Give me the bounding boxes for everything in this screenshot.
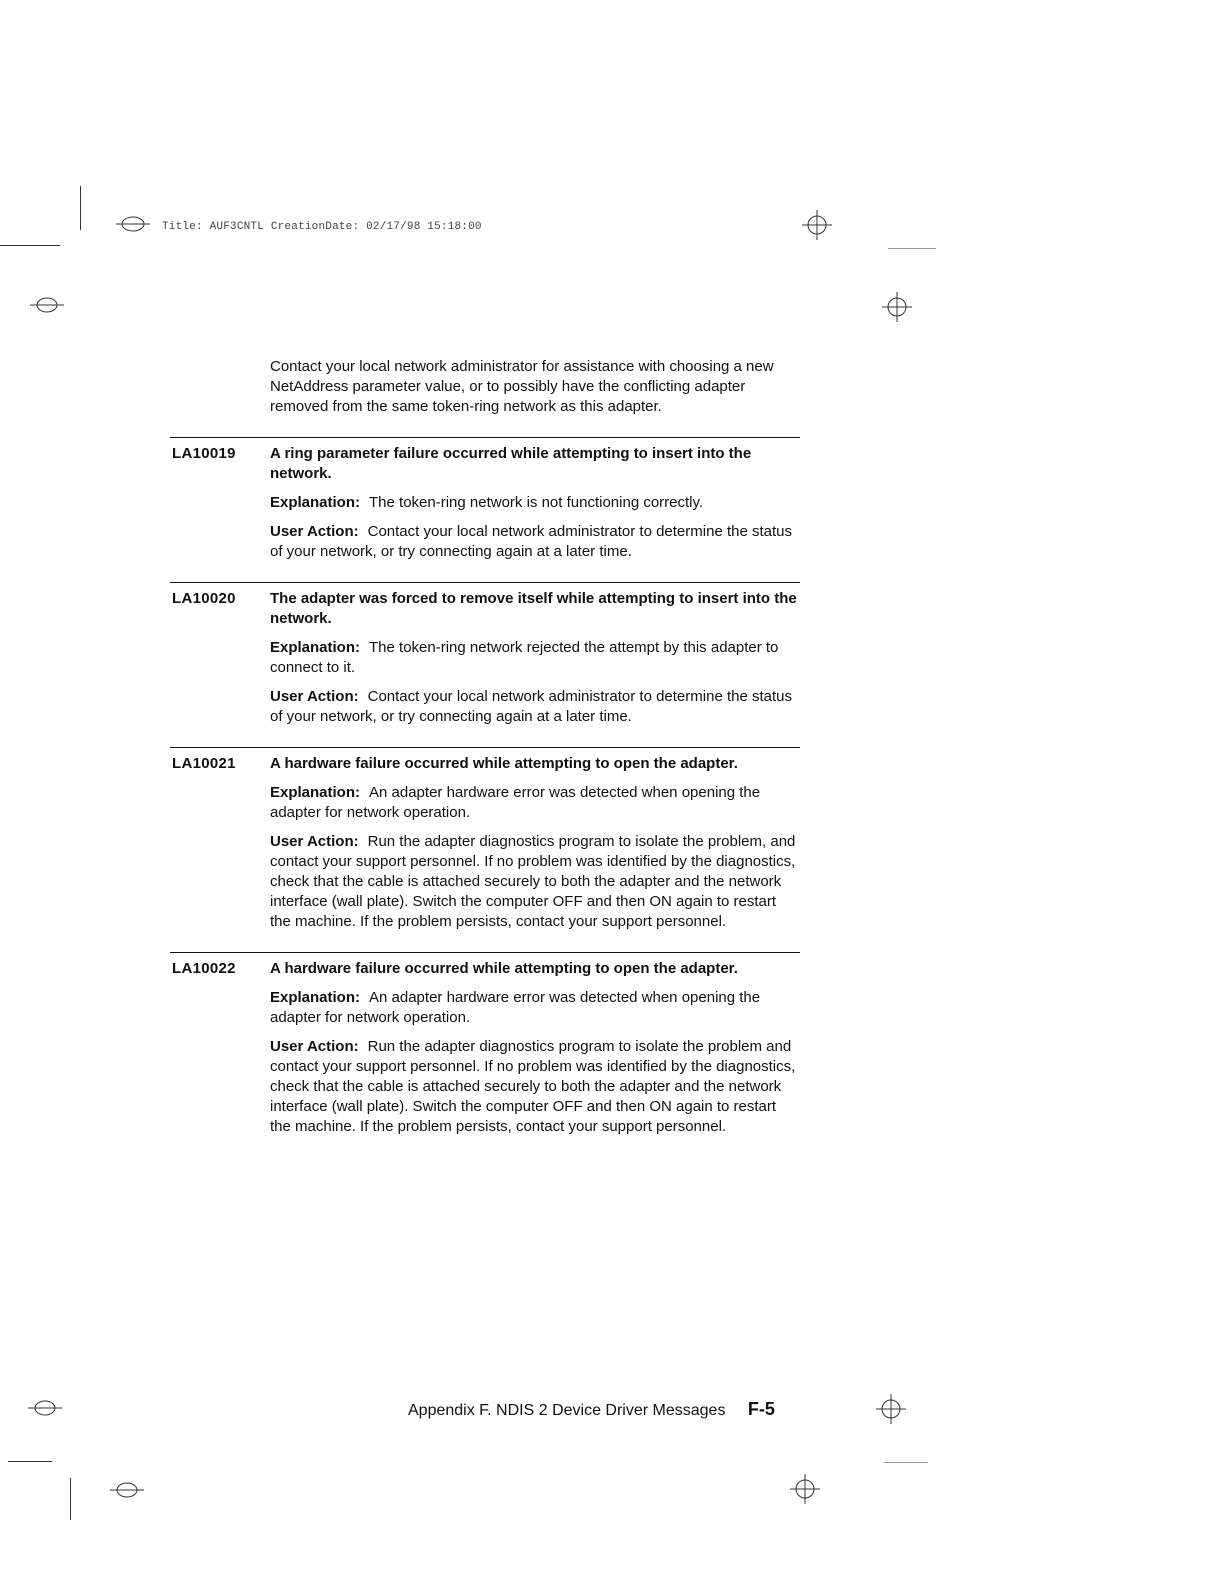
message-title: A hardware failure occurred while attempting to open the adapter. <box>270 960 738 977</box>
message-content <box>270 754 800 932</box>
message-entry <box>170 437 800 562</box>
explanation-label: Explanation: <box>270 784 361 801</box>
message-content <box>270 959 800 1137</box>
message-content <box>270 589 800 727</box>
user-action-label: User Action: <box>270 523 359 540</box>
crop-line <box>0 245 60 246</box>
header-creation-label: CreationDate: <box>270 221 360 233</box>
explanation-label: Explanation: <box>270 639 361 656</box>
message-code: LA10021 <box>172 755 236 772</box>
page-footer <box>408 1399 798 1420</box>
print-header <box>162 221 482 233</box>
intro-paragraph: Contact your local network administrator for assistance with choosing a new NetAddress parameter value, or to possibly have the conflicting adapter removed from the same token-ring network as this adapter. <box>270 358 774 415</box>
explanation-paragraph <box>270 493 800 513</box>
explanation-label: Explanation: <box>270 494 361 511</box>
crop-line <box>888 248 936 249</box>
crop-line <box>8 1461 52 1462</box>
page-number: F-5 <box>747 1399 775 1419</box>
explanation-text: An adapter hardware error was detected when opening the adapter for network operation. <box>270 784 761 821</box>
message-content <box>270 444 800 562</box>
explanation-text: The token-ring network is not functioning correctly. <box>369 494 704 511</box>
message-title: The adapter was forced to remove itself while attempting to insert into the network. <box>270 590 797 627</box>
registration-mark-icon <box>874 1392 908 1426</box>
message-code: LA10020 <box>172 590 236 607</box>
explanation-paragraph <box>270 988 800 1028</box>
registration-mark-icon <box>800 208 834 242</box>
user-action-text: Run the adapter diagnostics program to isolate the problem, and contact your support personnel. If no problem was identified by the diagnostics, check that the cable is attached securely to both the adapter and the network interface (wall plate). Switch the computer OFF and then ON again to restart the machine. If the problem persists, contact your support personnel. <box>270 833 796 930</box>
registration-mark-icon <box>28 293 66 317</box>
explanation-paragraph <box>270 638 800 678</box>
user-action-label: User Action: <box>270 1038 359 1055</box>
crop-line <box>70 1478 71 1520</box>
header-title-value: AUF3CNTL <box>209 221 265 233</box>
user-action-paragraph <box>270 522 800 562</box>
user-action-label: User Action: <box>270 688 359 705</box>
footer-text: Appendix F. NDIS 2 Device Driver Messages <box>408 1402 726 1419</box>
message-entry <box>170 952 800 1137</box>
crop-line <box>884 1462 928 1463</box>
header-creation-value: 02/17/98 15:18:00 <box>366 221 482 233</box>
user-action-label: User Action: <box>270 833 359 850</box>
user-action-paragraph <box>270 687 800 727</box>
registration-mark-icon <box>26 1396 64 1420</box>
header-title-label: Title: <box>162 221 203 233</box>
explanation-text: The token-ring network rejected the attempt by this adapter to connect to it. <box>270 639 779 676</box>
message-code: LA10022 <box>172 960 236 977</box>
message-code: LA10019 <box>172 445 236 462</box>
registration-mark-icon <box>880 290 914 324</box>
registration-mark-icon <box>112 212 154 236</box>
message-title: A ring parameter failure occurred while attempting to insert into the network. <box>270 445 752 482</box>
registration-mark-icon <box>108 1478 146 1502</box>
document-body <box>170 357 800 1146</box>
message-title: A hardware failure occurred while attempting to open the adapter. <box>270 755 738 772</box>
registration-mark-icon <box>788 1472 822 1506</box>
explanation-label: Explanation: <box>270 989 361 1006</box>
crop-line <box>80 186 81 230</box>
user-action-text: Contact your local network administrator to determine the status of your network, or try connecting again at a later time. <box>270 688 792 725</box>
explanation-text: An adapter hardware error was detected when opening the adapter for network operation. <box>270 989 761 1026</box>
user-action-paragraph <box>270 832 800 932</box>
message-entry <box>170 747 800 932</box>
explanation-paragraph <box>270 783 800 823</box>
user-action-paragraph <box>270 1037 800 1137</box>
message-entry <box>170 582 800 727</box>
user-action-text: Run the adapter diagnostics program to isolate the problem and contact your support personnel. If no problem was identified by the diagnostics, check that the cable is attached securely to both the adapter and the network interface (wall plate). Switch the computer OFF and then ON again to restart the machine. If the problem persists, contact your support personnel. <box>270 1038 796 1135</box>
user-action-text: Contact your local network administrator to determine the status of your network, or try connecting again at a later time. <box>270 523 792 560</box>
